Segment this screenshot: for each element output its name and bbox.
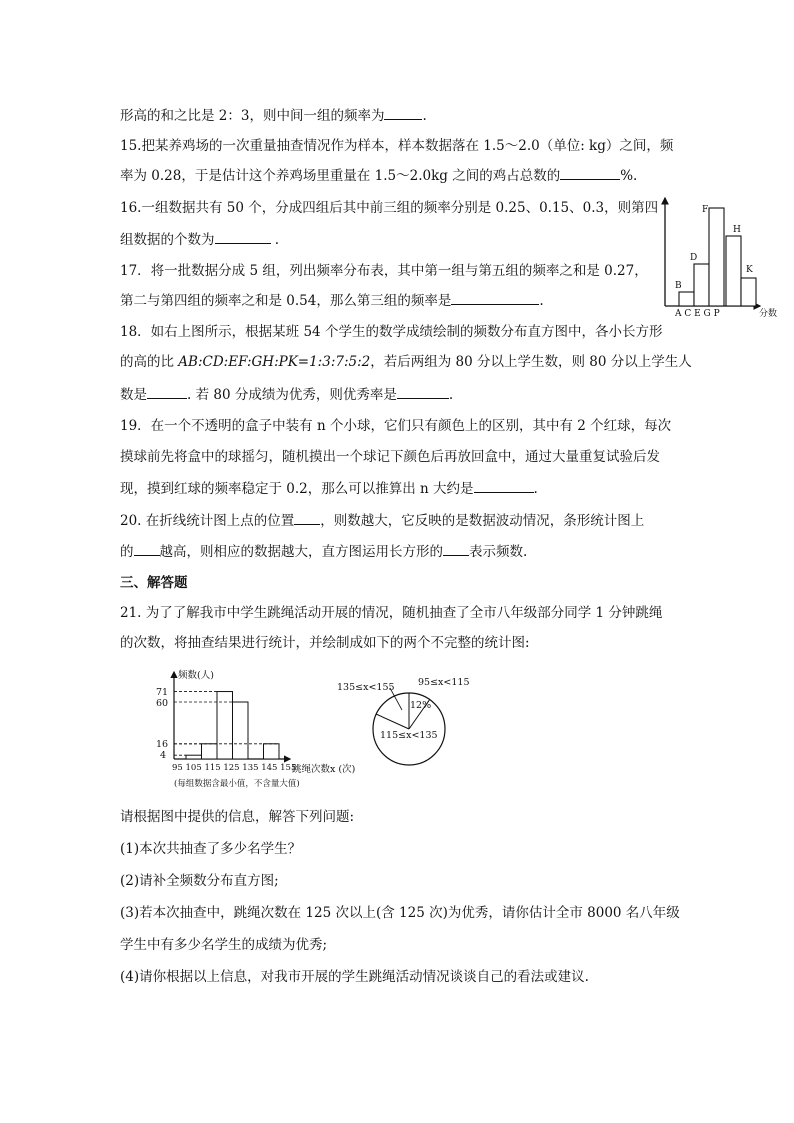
q21-sub2: (2)请补全频数分布直方图; xyxy=(120,873,279,889)
pie-label-135-155: 135≤x<155 xyxy=(337,682,395,693)
bar-145-155 xyxy=(264,744,280,759)
q21-sub3-line2: 学生中有多少名学生的成绩为优秀; xyxy=(120,937,328,953)
y-tick-60: 60 xyxy=(156,698,169,709)
q19-line1: 19．在一个不透明的盒子中装有 n 个小球，它们只有颜色上的区别，其中有 2 个红球，每次 xyxy=(120,418,672,434)
y-tick-16: 16 xyxy=(156,739,169,750)
bar-125-135 xyxy=(233,702,249,759)
x-axis-label: 分数 xyxy=(759,309,778,319)
q21-line1: 21. 为了了解我市中学生跳绳活动开展的情况，随机抽查了全市八年级部分同学 1 分钟跳绳 xyxy=(120,605,663,621)
q16-line2: 组数据的个数为 . xyxy=(120,232,280,248)
q17-line1: 17．将一批数据分成 5 组，列出频率分布表，其中第一组与第五组的频率之和是 0.27， xyxy=(120,263,648,279)
x-ticks: 95 105 115 125 135 145 155 xyxy=(172,763,297,773)
q17-line2: 第二与第四组的频率之和是 0.54，那么第三组的频率是 . xyxy=(120,293,544,309)
label-f: F xyxy=(702,205,709,215)
label-h: H xyxy=(733,225,741,235)
bar-95-105 xyxy=(186,755,202,759)
y-tick-71: 71 xyxy=(156,687,169,698)
pie-divider-3 xyxy=(376,714,409,729)
q18-line2: 的高的比 AB:CD:EF:GH:PK=1:3:7:5:2，若后两组为 80 分以上学生数，则 80 分以上学生人 xyxy=(120,354,692,370)
label-b: B xyxy=(675,281,682,291)
q15-line2: 率为 0.28，于是估计这个养鸡场里重量在 1.5～2.0kg 之间的鸡占总数的 %. xyxy=(120,168,638,184)
q21-line2: 的次数，将抽查结果进行统计，并绘制成如下的两个不完整的统计图: xyxy=(120,635,530,651)
q21-intro: 请根据图中提供的信息，解答下列问题: xyxy=(120,809,355,825)
section-title: 三、解答题 xyxy=(120,575,188,591)
label-d: D xyxy=(690,253,698,263)
q18-line3: 数是 . 若 80 分成绩为优秀，则优秀率是 . xyxy=(120,387,454,403)
bar-ef xyxy=(709,208,724,306)
x-axis-label: 跳绳次数x (次) xyxy=(292,764,356,775)
q15-line1: 15.把某养鸡场的一次重量抽查情况作为样本，样本数据落在 1.5～2.0（单位: kg）之间，频 xyxy=(120,138,674,154)
q21-sub4: (4)请你根据以上信息，对我市开展的学生跳绳活动情况谈谈自己的看法或建议. xyxy=(120,969,589,985)
bar-cd xyxy=(694,264,709,306)
score-histogram xyxy=(660,196,790,326)
bar-ab xyxy=(679,292,694,306)
pie-label-95-115: 95≤x<115 xyxy=(418,677,470,688)
y-tick-4: 4 xyxy=(160,750,167,761)
q16-line1: 16.一组数据共有 50 个，分成四组后其中前三组的频率分别是 0.25、0.15、0.3，则第四 xyxy=(120,200,659,216)
y-axis-label: 频数(人) xyxy=(178,670,214,681)
pie-label-115-135: 115≤x<135 xyxy=(380,730,438,741)
q14-tail: 形高的和之比是 2：3，则中间一组的频率为 . xyxy=(120,108,427,124)
pie-pct: 12% xyxy=(410,700,432,711)
q19-line2: 摸球前先将盒中的球摇匀，随机摸出一个球记下颜色后再放回盒中，通过大量重复试验后发 xyxy=(120,449,660,465)
label-k: K xyxy=(746,265,753,275)
q21-sub3-line1: (3)若本次抽查中，跳绳次数在 125 次以上(含 125 次)为优秀，请你估计全市 8000 名八年级 xyxy=(120,905,680,921)
q20-line1: 20. 在折线统计图上点的位置 ，则数越大，它反映的是数据波动情况，条形统计图上 xyxy=(120,513,645,529)
q20-line2: 的 越高，则相应的数据越大，直方图运用长方形的 表示频数. xyxy=(120,544,528,560)
bar-pk xyxy=(741,278,756,306)
q19-line3: 现，摸到红球的频率稳定于 0.2，那么可以推算出 n 大约是 . xyxy=(120,481,538,497)
bar-105-115 xyxy=(202,744,218,759)
q21-sub1: (1)本次共抽查了多少名学生？ xyxy=(120,841,302,857)
jump-pie xyxy=(336,674,486,774)
note: (每组数据含最小值，不含量大值) xyxy=(174,779,300,789)
q18-line1: 18．如右上图所示，根据某班 54 个学生的数学成绩绘制的频数分布直方图中，各小长方形 xyxy=(120,324,663,340)
x-labels: A C E G P xyxy=(675,309,720,319)
bar-gh xyxy=(726,236,741,306)
